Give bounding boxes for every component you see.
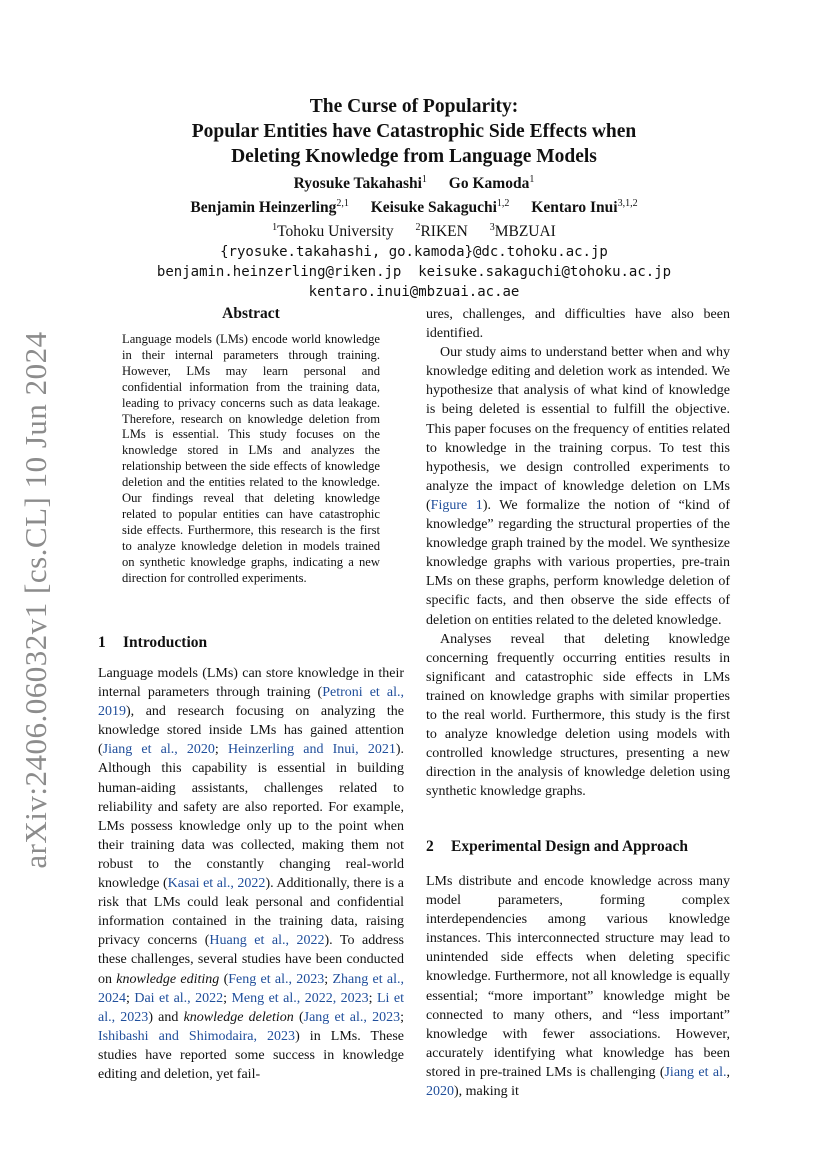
paragraph: ures, challenges, and difficulties have also been identified.: [426, 307, 730, 342]
body-text: ). We formalize the notion of “kind of knowledge” regarding the structural properties of the knowledge graph trained by the model. We synthesize knowledge graphs with various properties, pre-train LMs on these graphs, perform knowledge deletion of specific facts, and then observe the side effects of deletion on entities related to the deleted knowledge.: [426, 497, 730, 628]
citation-link[interactable]: Jiang et al.: [664, 1064, 727, 1080]
affiliation-mark: 1: [529, 174, 535, 185]
body-text: ) and: [148, 1009, 184, 1025]
author-block: [0, 170, 828, 302]
body-text: Language models (LMs) can store knowledge in their internal parameters through training (: [98, 666, 404, 701]
email-line: benjamin.heinzerling@riken.jp keisuke.sakaguchi@tohoku.ac.jp: [156, 264, 672, 281]
body-text: LMs distribute and encode knowledge across many model parameters, forming complex interdependencies among various knowledge instances. This interconnected structure may lead to unintended side effects when deleting specific knowledge. Furthermore, not all knowledge is equally essential; “more important” knowledge might be connected to many others, and “less important” knowledge with fewer associations. However, accurately identifying what knowledge has been stored in pre-trained LMs is challenging (: [426, 874, 730, 1080]
figure-link[interactable]: Figure 1: [430, 497, 483, 513]
body-text: ) in LMs. These studies have reported some success in knowledge editing and deletion, yet fail-: [98, 1028, 404, 1082]
affiliation-mark: 2: [415, 222, 421, 234]
affiliation-mark: 3: [489, 222, 495, 234]
body-text: ;: [214, 742, 228, 758]
body-text: ;: [126, 990, 135, 1006]
abstract-heading: Abstract: [222, 305, 280, 322]
citation-link[interactable]: Huang et al., 2022: [209, 933, 325, 949]
author-line: [0, 194, 828, 218]
citation-link[interactable]: Ishibashi and Shimodaira, 2023: [98, 1028, 296, 1044]
author-name: Go Kamoda: [448, 175, 530, 193]
body-text: ). To address these challenges, several studies have been conducted on: [98, 933, 404, 987]
affiliation: MBZUAI: [494, 223, 556, 241]
body-text: ,: [726, 1064, 730, 1080]
section-heading: [426, 838, 730, 856]
affiliation-mark: 2,1: [336, 198, 349, 210]
paper-title: [0, 94, 828, 169]
author-name: Keisuke Sakaguchi: [370, 199, 497, 217]
body-text: ). Additionally, there is a risk that LMs could leak personal and confidential information contained in the training data, raising privacy concerns (: [98, 876, 404, 949]
arxiv-sidebar: [16, 330, 56, 870]
body-text: ;: [368, 990, 377, 1006]
section-number: 1: [98, 634, 106, 651]
emphasis-term: knowledge editing: [116, 971, 220, 987]
section-title: Introduction: [123, 634, 208, 651]
abstract-text: Language models (LMs) encode world knowledge in their internal parameters through training. However, LMs may learn personal and confidential information from the training data, leading to privacy concerns such as data leakage. Therefore, research on knowledge deletion from LMs is essential. This study focuses on the knowledge stored in LMs and analyzes the relationship between the side effects of knowledge deletion and the entities related to the knowledge. Our findings reveal that deleting knowledge related to popular entities can have catastrophic side effects. Furthermore, this research is the first to analyze knowledge deletion in models trained on synthetic knowledge graphs, indicating a new direction for controlled experiments.: [122, 332, 380, 585]
body-text: Our study aims to understand better when and why knowledge editing and deletion work as intended. We hypothesize that analysis of what kind of knowledge is being deleted is essential to fulfill the objective. This paper focuses on the frequency of entities related to knowledge in the training corpus. To test this hypothesis, we design controlled experiments to analyze the impact of knowledge deletion on LMs (: [426, 345, 730, 513]
right-column-text: [426, 305, 730, 801]
title-line: The Curse of Popularity:: [309, 96, 519, 117]
citation-link[interactable]: Jang et al., 2023: [303, 1009, 401, 1025]
citation-link[interactable]: Jiang et al., 2020: [102, 742, 215, 758]
affiliation-mark: 1,2: [496, 198, 510, 210]
citation-link[interactable]: Kasai et al., 2022: [167, 876, 266, 892]
author-name: Benjamin Heinzerling: [190, 199, 337, 217]
affiliation-mark: 3,1,2: [617, 198, 638, 210]
affiliation-mark: 1: [272, 222, 278, 234]
citation-link[interactable]: Petroni et al., 2019: [98, 685, 404, 720]
title-line: Popular Entities have Catastrophic Side Effects when: [191, 121, 637, 142]
section-title: Experimental Design and Approach: [451, 838, 688, 855]
body-text: (: [293, 1009, 304, 1025]
paragraph: [426, 343, 730, 629]
citation-link[interactable]: Li et al., 2023: [98, 990, 404, 1025]
body-text: ;: [400, 1009, 404, 1025]
body-text: ), and research focusing on analyzing the knowledge stored inside LMs has gained attention (: [98, 704, 404, 758]
body-text: ;: [324, 971, 333, 987]
author-line: [0, 170, 828, 194]
citation-link[interactable]: Dai et al., 2022: [134, 990, 224, 1006]
affiliation: RIKEN: [420, 223, 468, 241]
author-name: Kentaro Inui: [531, 199, 618, 217]
introduction-paragraph: [98, 664, 404, 1084]
section-number: 2: [426, 838, 434, 855]
body-text: ), making it: [454, 1084, 519, 1100]
citation-link[interactable]: 2020: [426, 1084, 454, 1100]
citation-link[interactable]: Meng et al., 2022, 2023: [231, 990, 369, 1006]
email-line: kentaro.inui@mbzuai.ac.ae: [308, 284, 520, 301]
body-text: (: [219, 971, 229, 987]
citation-link[interactable]: Heinzerling and Inui, 2021: [227, 742, 396, 758]
paragraph: Analyses reveal that deleting knowledge concerning frequently occurring entities results in significant and catastrophic side effects in LMs trained on knowledge graphs with similar properties to the real world. Furthermore, this study is the first to analyze knowledge deletion using models with controlled knowledge structures, presenting a new direction in the analysis of knowledge deletion using synthetic knowledge graphs.: [426, 631, 730, 800]
email-line: {ryosuke.takahashi, go.kamoda}@dc.tohoku.ac.jp: [220, 244, 608, 261]
affiliation-mark: 1: [421, 174, 427, 185]
section-heading: [98, 634, 404, 652]
arxiv-identifier: arXiv:2406.06032v1 [cs.CL] 10 Jun 2024: [18, 331, 53, 869]
citation-link[interactable]: Feng et al., 2023: [228, 971, 325, 987]
section2-paragraph: [426, 872, 730, 1101]
title-line: Deleting Knowledge from Language Models: [231, 146, 597, 167]
affiliations: [0, 218, 828, 242]
emphasis-term: knowledge deletion: [183, 1009, 294, 1025]
affiliation: Tohoku University: [277, 223, 394, 241]
author-name: Ryosuke Takahashi: [293, 175, 422, 193]
body-text: ). Although this capability is essential in building human-aiding assistants, challenges related to reliability and safety are also reported. For example, LMs possess knowledge only up to the point when their training data was collected, making them not robust to the constantly changing real-world knowledge (: [98, 742, 404, 892]
citation-link[interactable]: Zhang et al., 2024: [98, 971, 404, 1006]
body-text: ;: [223, 990, 232, 1006]
